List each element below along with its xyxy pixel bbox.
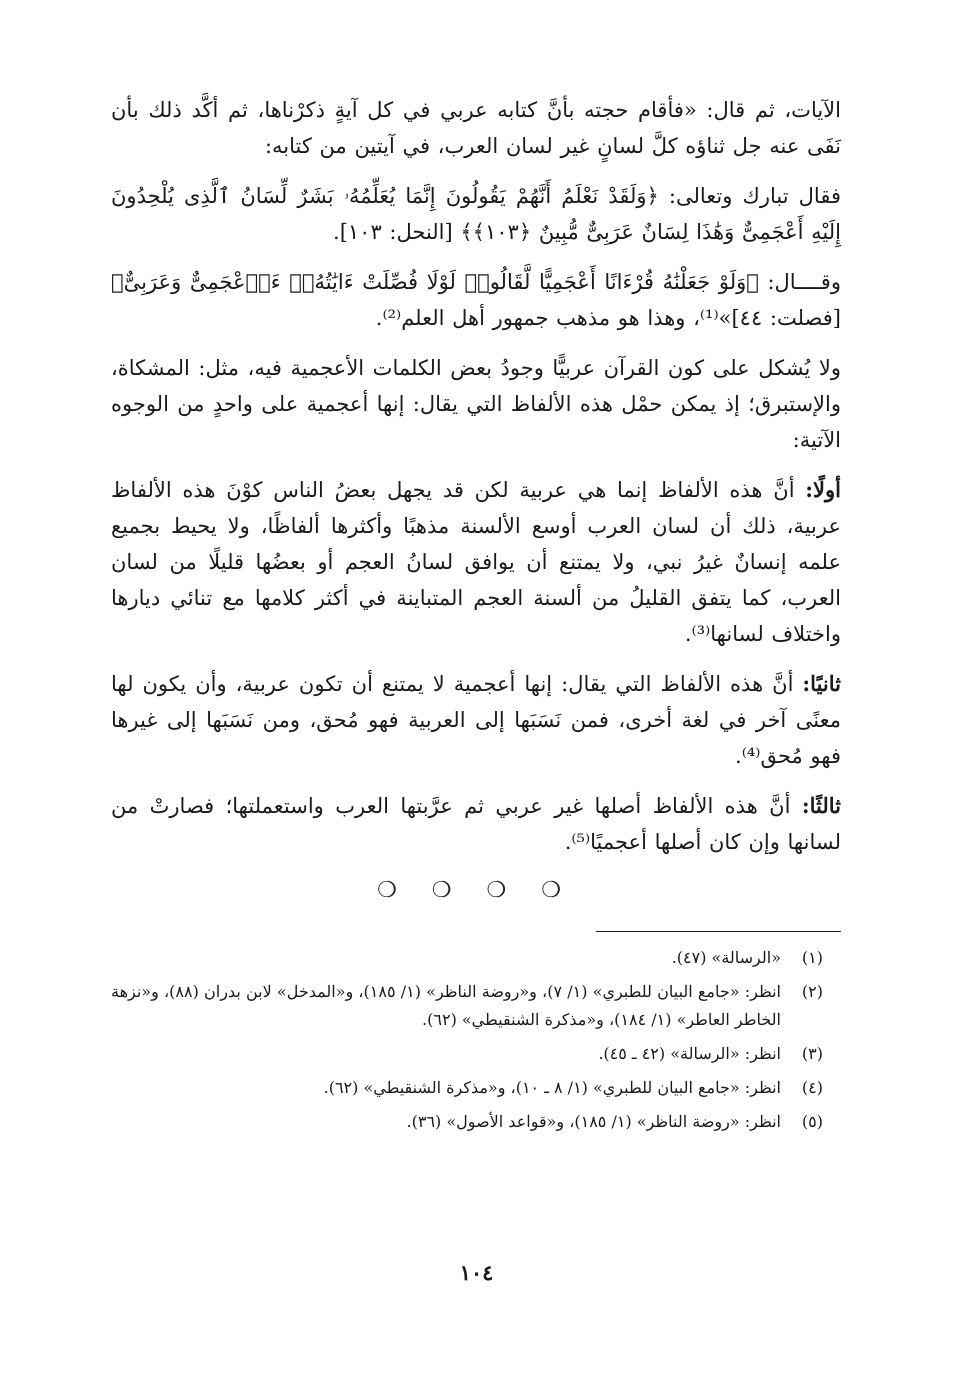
point-third: [111, 788, 841, 860]
footnote: [111, 1108, 841, 1136]
footnote-number: (٣): [801, 1044, 823, 1063]
paragraph-ajami-words: ولا يُشكل على كون القرآن عربيًّا وجودُ بعض الكلمات الأعجمية فيه، مثل: المشكاة، والإستبرق؛ إذ يمكن حمْل هذه الألفاظ التي يقال: إنها أعجمية على واحدٍ من الوجوه الآتية:: [111, 356, 841, 452]
footnote: [111, 944, 841, 972]
point-second-text: أنَّ هذه الألفاظ التي يقال: إنها أعجمية لا يمتنع أن تكون عربية، وأن يكون لها معنًى آخر في لغة أخرى، فمن نَسَبَها إلى العربية فهو مُحق، ومن نَسَبَها إلى غيرها فهو مُحق⁽⁴⁾.: [111, 672, 841, 768]
point-first: [111, 472, 841, 652]
page-number: ١٠٤: [459, 1260, 494, 1285]
page-body: [111, 92, 841, 1142]
footnote-text: «الرسالة» (٤٧).: [671, 948, 781, 967]
point-third-label: ثالثًا:: [801, 793, 841, 818]
footnotes: [111, 944, 841, 1136]
point-first-text: أنَّ هذه الألفاظ إنما هي عربية لكن قد يجهل بعضُ الناس كوْنَ هذه الألفاظ عربية، ذلك أن لسان العرب أوسع الألسنة مذهبًا وأكثرها ألفاظًا، ولا يحيط بجميع علمه إنسانٌ غيرُ نبي، ولا يمتنع أن يوافق لسانُ العجم أو بعضُها قليلًا من لسان العرب، كما يتفق القليلُ من ألسنة العجم المتباينة في أكثر كلامها مع تنائي ديارها واختلاف لسانها⁽³⁾.: [111, 478, 841, 646]
point-second: [111, 666, 841, 774]
footnote-number: (٢): [801, 982, 823, 1001]
point-third-text: أنَّ هذه الألفاظ أصلها غير عربي ثم عرَّبتها العرب واستعملتها؛ فصارتْ من لسانها وإن كان أصلها أعجميًا⁽⁵⁾.: [111, 794, 841, 854]
footnote-number: (٤): [801, 1078, 823, 1097]
paragraph-quran-fussilat: وقــــال: ﴿وَلَوْ جَعَلْنَٰهُ قُرْءَانًا أَعْجَمِيًّا لَّقَالُوا۟ لَوْلَا فُصِّلَتْ ءَايَٰتُهُۥٓ ءَا۬عْجَمِىٌّ وَعَرَبِىٌّ﴾ [فصلت: ٤٤]»⁽¹⁾، وهذا هو مذهب جمهور أهل العلم⁽²⁾.: [111, 270, 841, 330]
footnote: [111, 1040, 841, 1068]
footnote-text: انظر: «جامع البيان للطبري» (١/ ٧)، و«روضة الناظر» (١/ ١٨٥)، و«المدخل» لابن بدران (٨٨)، و«نزهة الخاطر العاطر» (١/ ١٨٤)، و«مذكرة الشنقيطي» (٦٢).: [111, 982, 781, 1029]
footnote-text: انظر: «روضة الناظر» (١/ ١٨٥)، و«قواعد الأصول» (٣٦).: [406, 1112, 781, 1131]
footnote-number: (٥): [801, 1112, 823, 1131]
paragraph-quran-nahl: فقال تبارك وتعالى: ﴿وَلَقَدْ نَعْلَمُ أَنَّهُمْ يَقُولُونَ إِنَّمَا يُعَلِّمُهُۥ بَشَرٌ لِّسَانُ ٱلَّذِى يُلْحِدُونَ إِلَيْهِ أَعْجَمِىٌّ وَهَٰذَا لِسَانٌ عَرَبِىٌّ مُّبِينٌ ﴿١٠٣﴾﴾ [النحل: ١٠٣].: [111, 184, 841, 244]
footnote: [111, 1074, 841, 1102]
footnote: [111, 978, 841, 1034]
point-first-label: أولًا:: [805, 477, 841, 502]
point-second-label: ثانيًا:: [802, 671, 841, 696]
section-divider-ornament: ❍ ❍ ❍ ❍: [377, 878, 575, 903]
footnote-text: انظر: «الرسالة» (٤٢ ـ ٤٥).: [598, 1044, 781, 1063]
footnote-number: (١): [801, 948, 823, 967]
paragraph-intro: الآيات، ثم قال: «فأقام حجته بأنَّ كتابه عربي في كل آيةٍ ذكرْناها، ثم أكَّد ذلك بأن نَفَى عنه جل ثناؤه كلَّ لسانٍ غير لسان العرب، في آيتين من كتابه:: [111, 98, 841, 158]
footnote-text: انظر: «جامع البيان للطبري» (١/ ٨ ـ ١٠)، و«مذكرة الشنقيطي» (٦٢).: [323, 1078, 781, 1097]
footnote-separator: [596, 931, 841, 932]
